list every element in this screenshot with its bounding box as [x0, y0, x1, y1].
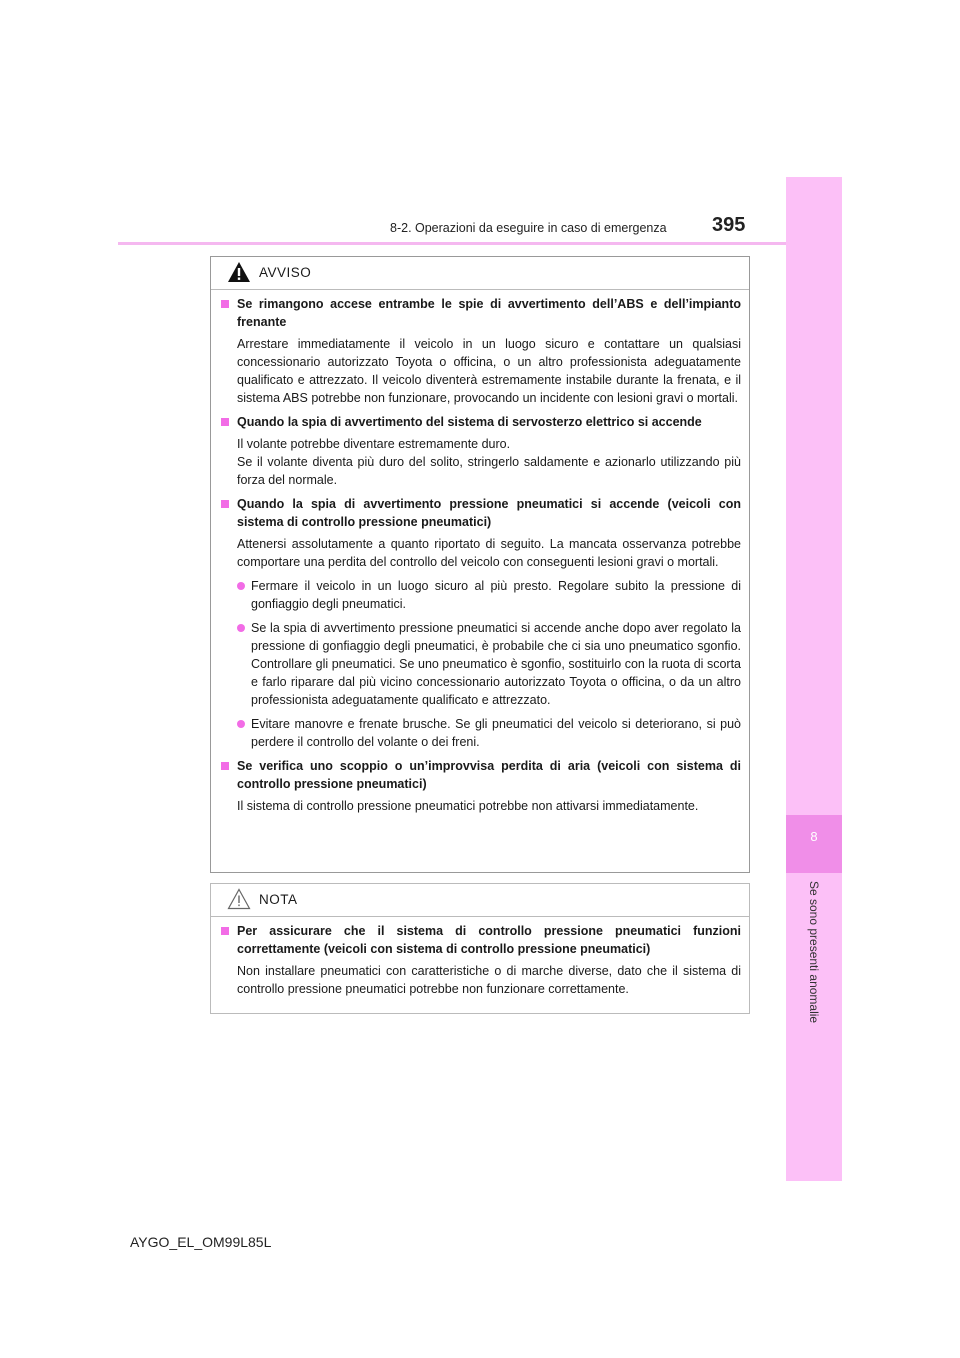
warning-box-header [211, 257, 749, 290]
list-item-text: Fermare il veicolo in un luogo sicuro al più presto. Regolare subito la pressione di gonfiaggio degli pneumatici. [251, 579, 741, 611]
warning-text-eps-1: Il volante potrebbe diventare estremamente duro. [237, 437, 511, 451]
warning-label: AVVISO [259, 265, 312, 280]
heading-text: Quando la spia di avvertimento pressione pneumatici si accende (veicoli con sistema di controllo pressione pneumatici) [237, 497, 741, 529]
notice-heading-tpws [219, 922, 741, 958]
square-bullet-icon [221, 300, 229, 308]
round-bullet-icon [237, 582, 245, 590]
notice-label: NOTA [259, 892, 298, 907]
chapter-number: 8 [810, 829, 818, 844]
warning-text-blowout: Il sistema di controllo pressione pneumatici potrebbe non attivarsi immediatamente. [237, 799, 699, 813]
heading-text: Per assicurare che il sistema di controllo pressione pneumatici funzioni correttamente (veicoli con sistema di controllo pressione pneumatici) [237, 924, 741, 956]
list-item [219, 715, 741, 751]
square-bullet-icon [221, 762, 229, 770]
warning-text-abs: Arrestare immediatamente il veicolo in un luogo sicuro e contattare un qualsiasi concessionario autorizzato Toyota o officina, o un altro professionista adeguatamente qualificato e attrezzato. Il veicolo diventerà estremamente instabile durante la frenata, e il sistema ABS potrebbe non funzionare, provocando un incidente con lesioni gravi o mortali. [237, 337, 741, 405]
heading-text: Se verifica uno scoppio o un’improvvisa perdita di aria (veicoli con sistema di controllo pressione pneumatici) [237, 759, 741, 791]
notice-text-tpws: Non installare pneumatici con caratteristiche o di marche diverse, dato che il sistema di controllo pressione pneumatici potrebbe non funzionare correttamente. [237, 964, 741, 996]
list-item [219, 619, 741, 709]
square-bullet-icon [221, 418, 229, 426]
chapter-title: Se sono presenti anomalie [807, 881, 821, 1024]
list-item-text: Evitare manovre e frenate brusche. Se gli pneumatici del veicolo si deteriorano, si può perdere il controllo del volante o dei freni. [251, 717, 741, 749]
caution-triangle-icon [227, 888, 251, 910]
warning-content [219, 295, 741, 815]
square-bullet-icon [221, 927, 229, 935]
notice-box-header [211, 884, 749, 917]
warning-heading-blowout [219, 757, 741, 793]
warning-text-tpws: Attenersi assolutamente a quanto riportato di seguito. La mancata osservanza potrebbe comportare una perdita del controllo del veicolo con conseguenti lesioni gravi o mortali. [237, 537, 741, 569]
warning-text-eps-2: Se il volante diventa più duro del solito, stringerlo saldamente e azionarlo utilizzando più forza del normale. [237, 455, 741, 487]
round-bullet-icon [237, 720, 245, 728]
heading-text: Se rimangono accese entrambe le spie di avvertimento dell’ABS e dell’impianto frenante [237, 297, 741, 329]
warning-heading-abs [219, 295, 741, 331]
round-bullet-icon [237, 624, 245, 632]
section-header: 8-2. Operazioni da eseguire in caso di emergenza [390, 221, 667, 235]
chapter-number-tab [786, 815, 842, 873]
header-divider [118, 242, 786, 245]
notice-content [219, 922, 741, 998]
warning-box [210, 256, 750, 873]
list-item-text: Se la spia di avvertimento pressione pneumatici si accende anche dopo aver regolato la pressione di gonfiaggio degli pneumatici, è probabile che ci sia uno pneumatico sgonfio. Controllare gli pneumatici. Se uno pneumatico è sgonfio, sostituirlo con la ruota di scorta e farlo riparare dal più vicino concessionario autorizzato Toyota o officina, o da un altro professionista adeguatamente qualificato e attrezzato. [251, 621, 741, 707]
square-bullet-icon [221, 500, 229, 508]
warning-heading-eps [219, 413, 741, 431]
heading-text: Quando la spia di avvertimento del sistema di servosterzo elettrico si accende [237, 415, 702, 429]
document-code: AYGO_EL_OM99L85L [130, 1234, 272, 1250]
list-item [219, 577, 741, 613]
warning-heading-tpws [219, 495, 741, 531]
notice-box [210, 883, 750, 1014]
chapter-title-container [806, 882, 822, 1042]
page-number: 395 [712, 214, 746, 236]
warning-triangle-icon [227, 261, 251, 283]
